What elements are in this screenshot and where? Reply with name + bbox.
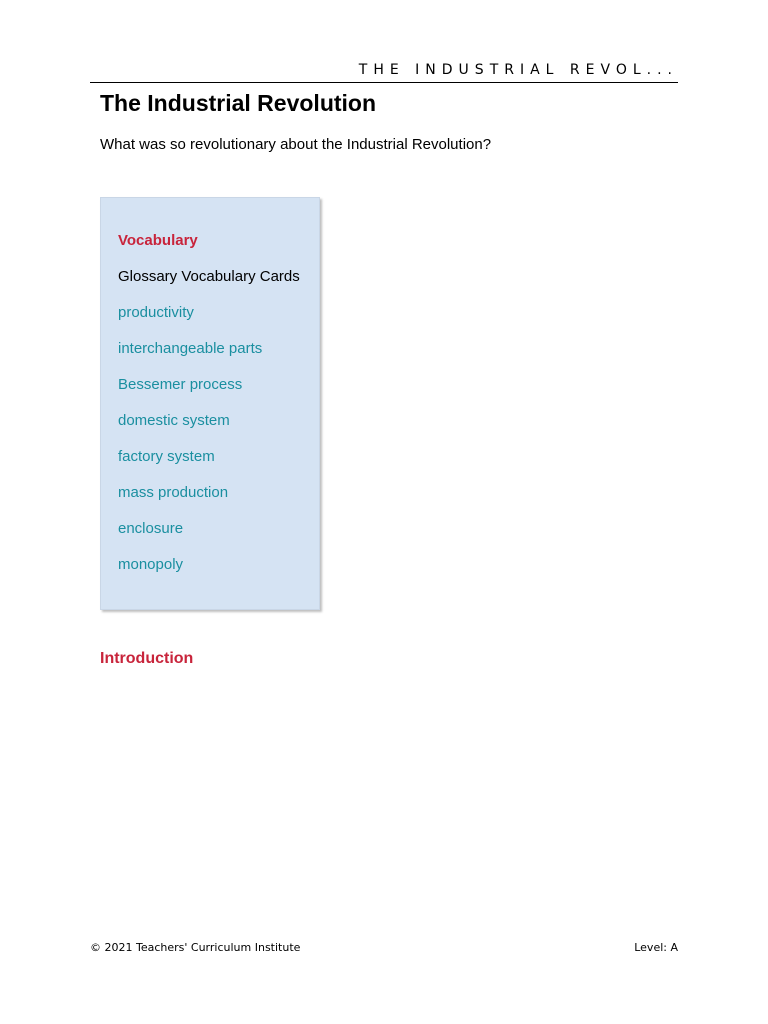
vocab-term-mass-production[interactable]: mass production (118, 484, 229, 501)
running-header: THE INDUSTRIAL REVOL... (358, 62, 678, 78)
vocab-term-interchangeable-parts[interactable]: interchangeable parts (118, 340, 263, 357)
vocab-term-enclosure[interactable]: enclosure (118, 520, 184, 537)
vocab-term-domestic-system[interactable]: domestic system (118, 412, 230, 429)
glossary-cards-label: Glossary Vocabulary Cards (118, 268, 300, 285)
page-title: The Industrial Revolution (100, 90, 377, 116)
vocabulary-heading: Vocabulary (118, 232, 198, 249)
vocab-term-productivity[interactable]: productivity (118, 304, 194, 321)
vocabulary-list (118, 304, 262, 592)
footer-copyright: © 2021 Teachers' Curriculum Institute (90, 941, 301, 954)
essential-question: What was so revolutionary about the Industrial Revolution? (100, 136, 492, 153)
vocab-term-factory-system[interactable]: factory system (118, 448, 215, 465)
footer-level: Level: A (634, 941, 678, 954)
vocabulary-box (100, 197, 320, 610)
vocab-term-monopoly[interactable]: monopoly (118, 556, 184, 573)
introduction-heading: Introduction (100, 650, 194, 667)
vocab-term-bessemer-process[interactable]: Bessemer process (118, 376, 243, 393)
header-divider (90, 82, 678, 83)
